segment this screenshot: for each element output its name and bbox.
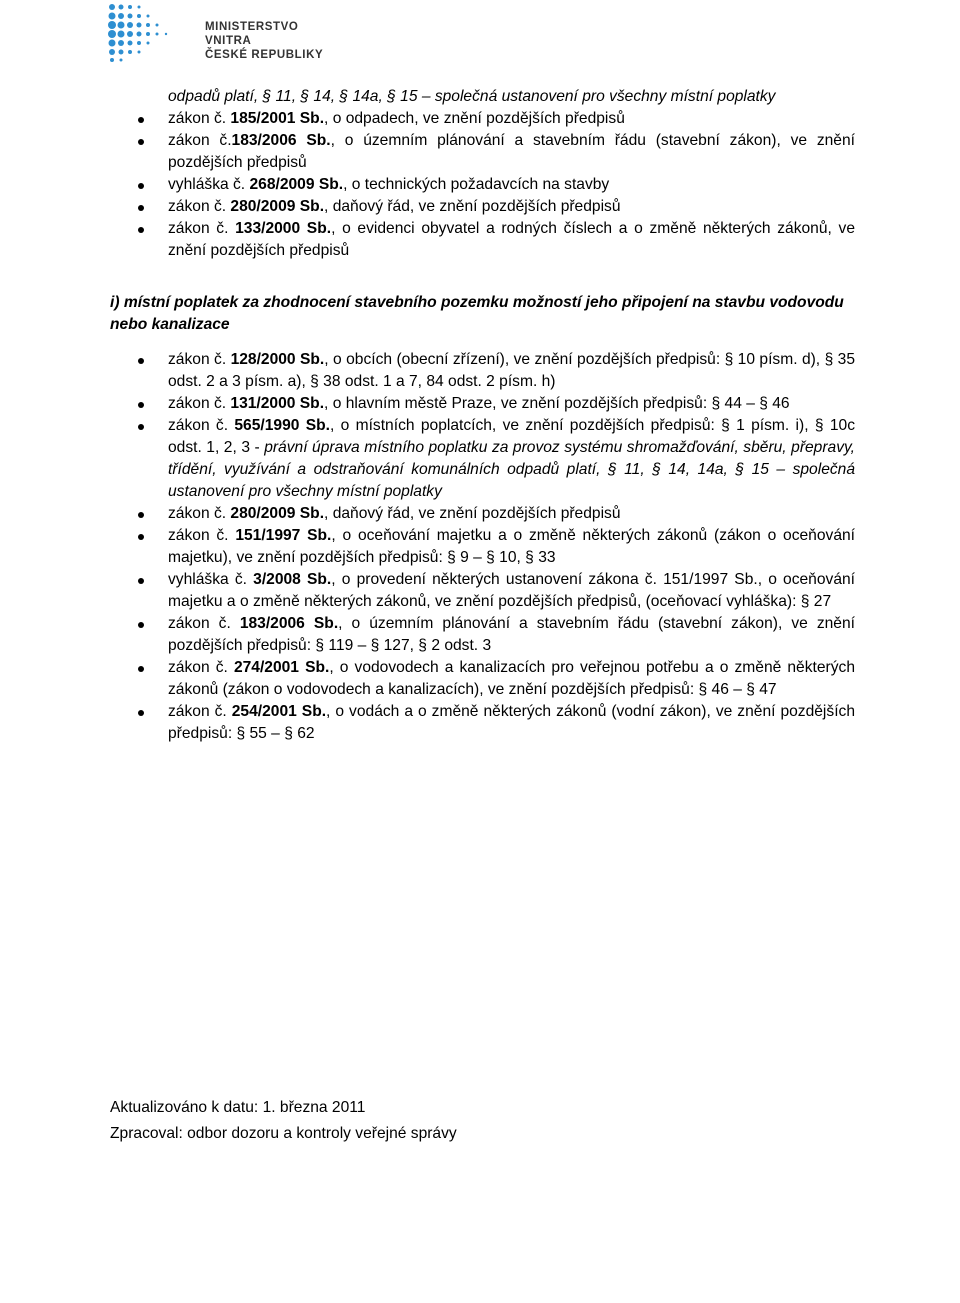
- bullet-icon: [138, 183, 144, 189]
- document-body: [0, 86, 960, 745]
- bullet-icon: [138, 622, 144, 628]
- bullet-icon: [138, 534, 144, 540]
- document-footer: [110, 1097, 457, 1149]
- list-item: zákon č. 565/1990 Sb., o místních poplatcích, ve znění pozdějších předpisů: § 1 písm. i), § 10c odst. 1, 2, 3 - právní úprava místního poplatku za provoz systému shromažďování, sběru, přepravy, třídění, využívání a odstraňování komunálních odpadů platí, § 11, § 14, 14a, § 15 – společná ustanovení pro všechny místní poplatky: [0, 415, 960, 503]
- list-item: zákon č. 274/2001 Sb., o vodovodech a kanalizacích pro veřejnou potřebu a o změně některých zákonů (zákon o vodovodech a kanalizacích), ve znění pozdějších předpisů: § 46 – § 47: [0, 657, 960, 701]
- bullet-icon: [138, 117, 144, 123]
- list-item: zákon č. 254/2001 Sb., o vodách a o změně některých zákonů (vodní zákon), ve znění pozdějších předpisů: § 55 – § 62: [0, 701, 960, 745]
- author-note: Zpracoval: odbor dozoru a kontroly veřejné správy: [110, 1125, 457, 1142]
- ministry-logo: [108, 3, 348, 63]
- list-item: zákon č. 280/2009 Sb., daňový řád, ve znění pozdějších předpisů: [0, 503, 960, 525]
- list-item: zákon č. 151/1997 Sb., o oceňování majetku a o změně některých zákonů (zákon o oceňování majetku), ve znění pozdějších předpisů: § 9 – § 10, § 33: [0, 525, 960, 569]
- bullet-icon: [138, 666, 144, 672]
- list-item: zákon č. 183/2006 Sb., o územním plánování a stavebním řádu (stavební zákon), ve znění pozdějších předpisů: § 119 – § 127, § 2 odst. 3: [0, 613, 960, 657]
- logo-line-2: ČESKÉ REPUBLIKY: [205, 49, 324, 61]
- bullet-icon: [138, 205, 144, 211]
- update-date: Aktualizováno k datu: 1. března 2011: [110, 1099, 366, 1116]
- bullet-icon: [138, 358, 144, 364]
- logo-line-1: MINISTERSTVO VNITRA: [205, 21, 299, 47]
- list-item: zákon č. 131/2000 Sb., o hlavním městě Praze, ve znění pozdějších předpisů: § 44 – § 46: [0, 393, 960, 415]
- bullet-icon: [138, 424, 144, 430]
- bullet-icon: [138, 512, 144, 518]
- section-heading: i) místní poplatek za zhodnocení stavebního pozemku možností jeho připojení na stavbu vodovodu nebo kanalizace: [110, 294, 844, 333]
- bullet-icon: [138, 227, 144, 233]
- bullet-icon: [138, 402, 144, 408]
- legal-list-1: [0, 108, 960, 262]
- list-item: zákon č. 280/2009 Sb., daňový řád, ve znění pozdějších předpisů: [0, 196, 960, 218]
- ministry-logo-dots-icon: [108, 3, 198, 63]
- list-item: zákon č. 185/2001 Sb., o odpadech, ve znění pozdějších předpisů: [0, 108, 960, 130]
- list-item: zákon č.183/2006 Sb., o územním plánování a stavebním řádu (stavební zákon), ve znění pozdějších předpisů: [0, 130, 960, 174]
- bullet-icon: [138, 139, 144, 145]
- legal-list-2: [0, 349, 960, 745]
- list-item: zákon č. 133/2000 Sb., o evidenci obyvatel a rodných číslech a o změně některých zákonů, ve znění pozdějších předpisů: [0, 218, 960, 262]
- ministry-logo-text: [205, 20, 348, 62]
- bullet-icon: [138, 578, 144, 584]
- list-item: vyhláška č. 3/2008 Sb., o provedení některých ustanovení zákona č. 151/1997 Sb., o oceňování majetku a o změně některých zákonů, ve znění pozdějších předpisů, (oceňovací vyhláška): § 27: [0, 569, 960, 613]
- continued-paragraph: odpadů platí, § 11, § 14, § 14a, § 15 – společná ustanovení pro všechny místní poplatky: [168, 88, 776, 105]
- bullet-icon: [138, 710, 144, 716]
- list-item: zákon č. 128/2000 Sb., o obcích (obecní zřízení), ve znění pozdějších předpisů: § 10 písm. d), § 35 odst. 2 a 3 písm. a), § 38 odst. 1 a 7, 84 odst. 2 písm. h): [0, 349, 960, 393]
- list-item: vyhláška č. 268/2009 Sb., o technických požadavcích na stavby: [0, 174, 960, 196]
